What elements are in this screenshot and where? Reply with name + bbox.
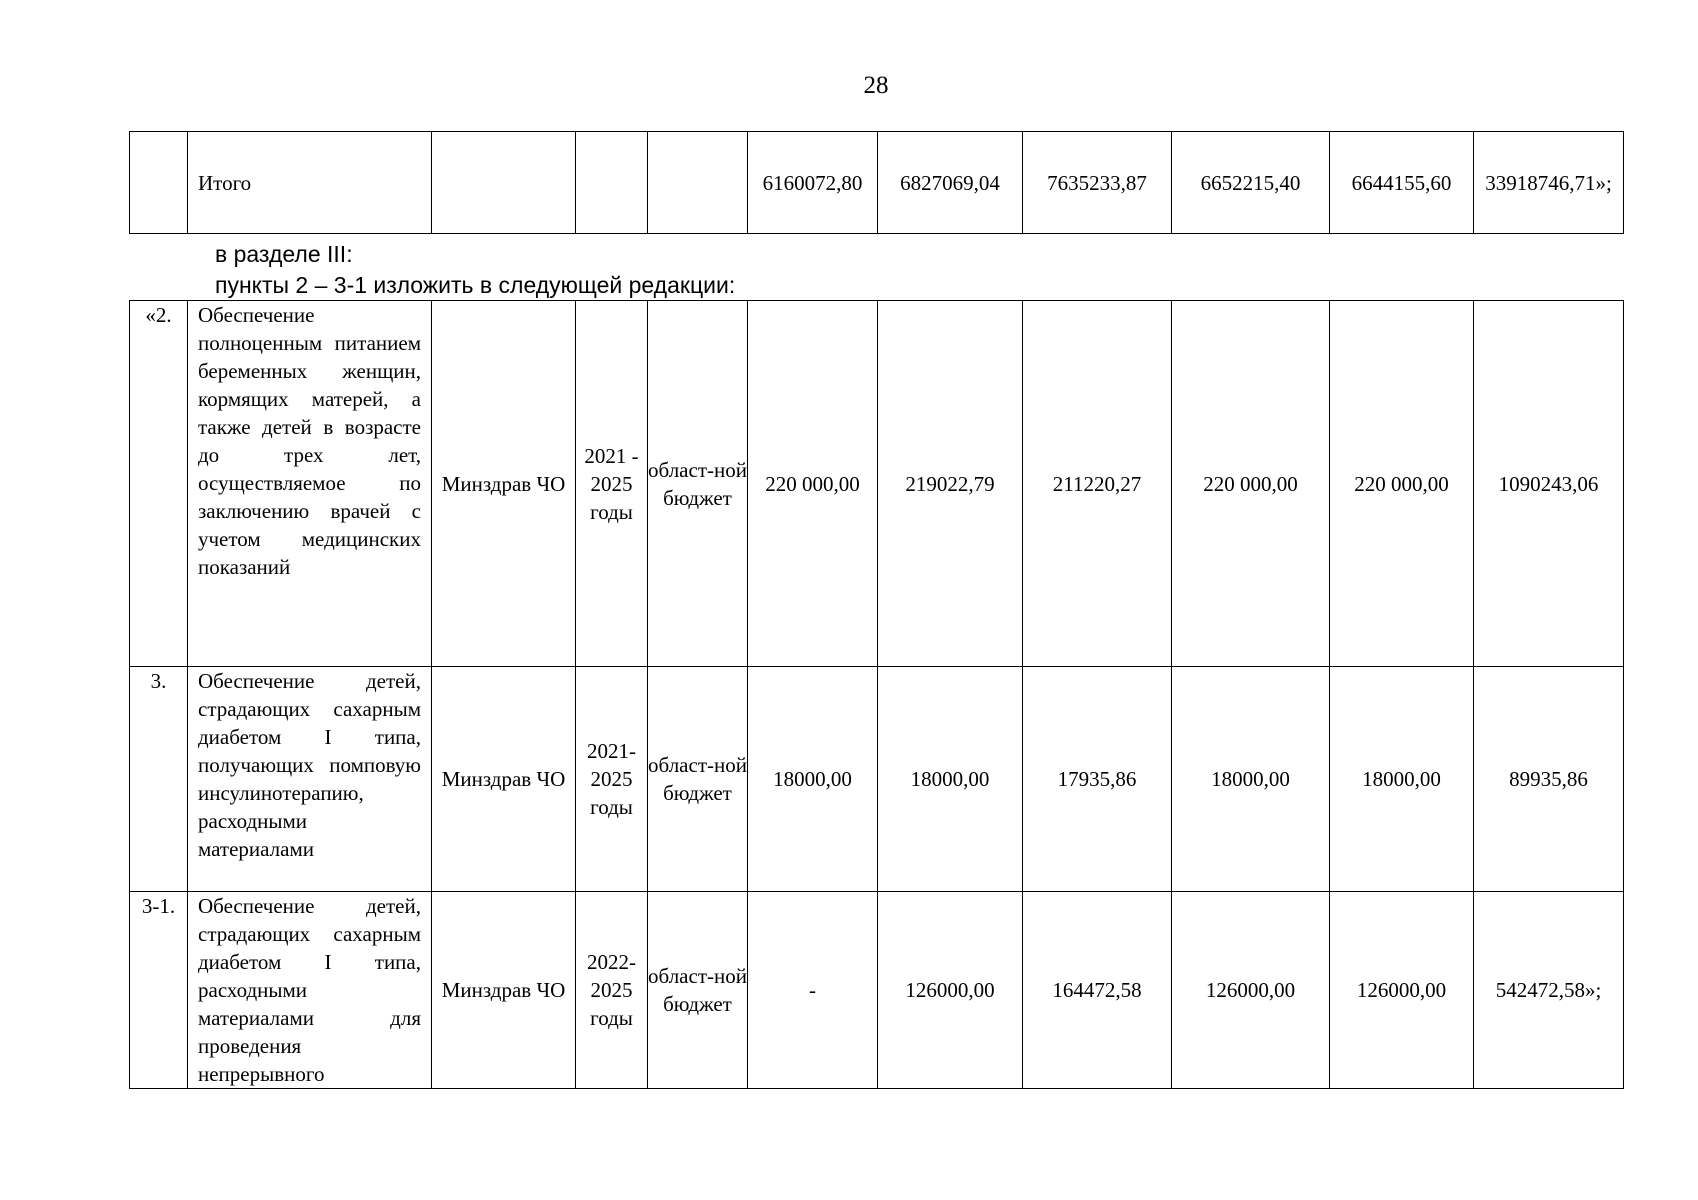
summary-table — [129, 131, 1624, 234]
row-executor: Минздрав ЧО — [432, 301, 576, 667]
row-value-1: 18000,00 — [748, 667, 878, 892]
table-row — [130, 301, 1624, 667]
items-table — [129, 300, 1624, 1089]
summary-value-2: 6827069,04 — [878, 132, 1023, 234]
row-executor: Минздрав ЧО — [432, 667, 576, 892]
row-value-4: 220 000,00 — [1172, 301, 1330, 667]
row-value-total: 89935,86 — [1474, 667, 1624, 892]
row-value-2: 126000,00 — [878, 892, 1023, 1089]
row-period: 2021- 2025 годы — [576, 667, 648, 892]
summary-value-4: 6652215,40 — [1172, 132, 1330, 234]
row-value-total: 1090243,06 — [1474, 301, 1624, 667]
row-period: 2022- 2025 годы — [576, 892, 648, 1089]
row-value-3: 211220,27 — [1023, 301, 1172, 667]
row-executor: Минздрав ЧО — [432, 892, 576, 1089]
row-source: област-ной бюджет — [648, 301, 748, 667]
row-value-5: 126000,00 — [1330, 892, 1474, 1089]
summary-num — [130, 132, 188, 234]
row-period: 2021 - 2025 годы — [576, 301, 648, 667]
summary-value-1: 6160072,80 — [748, 132, 878, 234]
row-value-5: 18000,00 — [1330, 667, 1474, 892]
summary-value-total: 33918746,71»; — [1474, 132, 1624, 234]
summary-value-3: 7635233,87 — [1023, 132, 1172, 234]
row-value-total: 542472,58»; — [1474, 892, 1624, 1089]
row-source: област-ной бюджет — [648, 892, 748, 1089]
row-source: област-ной бюджет — [648, 667, 748, 892]
row-name: Обеспечение детей, страдающих сахарным диабетом I типа, расходными материалами для проведения непрерывного — [188, 892, 432, 1089]
summary-period — [576, 132, 648, 234]
table-row — [130, 892, 1624, 1089]
row-value-4: 126000,00 — [1172, 892, 1330, 1089]
row-value-4: 18000,00 — [1172, 667, 1330, 892]
intro-section-line: в разделе III: — [215, 241, 353, 267]
summary-source — [648, 132, 748, 234]
row-name: Обеспечение детей, страдающих сахарным диабетом I типа, получающих помповую инсулинотерапию, расходными материалами — [188, 667, 432, 892]
row-value-2: 18000,00 — [878, 667, 1023, 892]
row-number: 3-1. — [130, 892, 188, 1089]
row-value-2: 219022,79 — [878, 301, 1023, 667]
row-number: 3. — [130, 667, 188, 892]
row-value-1: 220 000,00 — [748, 301, 878, 667]
table-row — [130, 667, 1624, 892]
row-value-1: - — [748, 892, 878, 1089]
summary-value-5: 6644155,60 — [1330, 132, 1474, 234]
summary-row — [130, 132, 1624, 234]
summary-executor — [432, 132, 576, 234]
row-name: Обеспечение полноценным питанием беременных женщин, кормящих матерей, а также детей в возрасте до трех лет, осуществляемое по заключению врачей с учетом медицинских показаний — [188, 301, 432, 667]
row-number: «2. — [130, 301, 188, 667]
row-value-3: 17935,86 — [1023, 667, 1172, 892]
summary-label: Итого — [188, 132, 432, 234]
row-value-3: 164472,58 — [1023, 892, 1172, 1089]
row-value-5: 220 000,00 — [1330, 301, 1474, 667]
page-number: 28 — [863, 72, 889, 99]
intro-instruction-line: пункты 2 – 3-1 изложить в следующей редакции: — [215, 272, 736, 298]
